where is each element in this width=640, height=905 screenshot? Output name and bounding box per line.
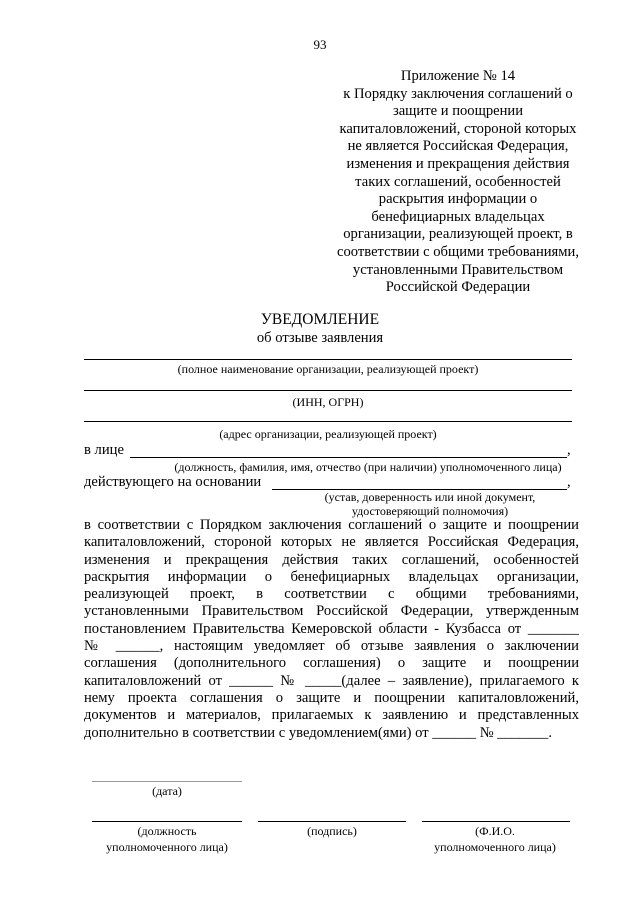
body-line: раскрытия информации о бенефициарных владельцах организации, xyxy=(84,568,579,585)
body-line: изменения и прекращения действия таких соглашений, особенностей xyxy=(84,551,579,568)
body-line: капиталовложений, стороной которых не является Российская Федерация, xyxy=(84,534,579,551)
appendix-line: не является Российская Федерация, xyxy=(347,138,569,155)
body-line: № ______, настоящим уведомляет об отзыве заявления о заключении xyxy=(84,638,579,655)
represented-by-label: в лице xyxy=(84,442,124,458)
appendix-line: раскрытия информации о xyxy=(378,191,538,208)
acting-basis-comma: , xyxy=(567,474,571,490)
document-subtitle: об отзыве заявления xyxy=(256,330,384,346)
document-title: УВЕДОМЛЕНИЕ xyxy=(260,311,380,328)
represented-by-comma: , xyxy=(567,442,571,458)
body-line: реализующей проект, в соответствии с общими требованиями, xyxy=(84,586,579,603)
page-number: 93 xyxy=(313,37,327,52)
signature-caption: (подпись) xyxy=(307,824,357,838)
address-line[interactable] xyxy=(84,421,572,422)
position-caption-2: уполномоченного лица) xyxy=(106,840,228,854)
full-name-caption-2: уполномоченного лица) xyxy=(434,840,556,854)
appendix-line: капиталовложений, стороной которых xyxy=(339,120,577,137)
appendix-line: к Порядку заключения соглашений о xyxy=(343,85,573,102)
position-line[interactable] xyxy=(92,821,242,822)
full-name-line[interactable] xyxy=(422,821,570,822)
appendix-header xyxy=(318,68,598,297)
address-caption: (адрес организации, реализующей проект) xyxy=(219,427,437,441)
organization-name-line[interactable] xyxy=(84,359,572,360)
appendix-line: бенефициарных владельцах xyxy=(371,208,545,225)
date-caption: (дата) xyxy=(152,784,182,798)
appendix-line: изменения и прекращения действия xyxy=(346,155,570,172)
appendix-line: таких соглашений, особенностей xyxy=(355,173,561,190)
acting-basis-label: действующего на основании xyxy=(84,474,262,490)
body-line: документов и материалов, прилагаемых к заявлению и представленных xyxy=(84,707,579,724)
body-line: дополнительно в соответствии с уведомлением(ями) от ______ № _______. xyxy=(84,724,553,741)
appendix-line: Приложение № 14 xyxy=(400,68,516,84)
appendix-line: установленными Правительством xyxy=(352,261,564,278)
inn-ogrn-caption: (ИНН, ОГРН) xyxy=(292,395,364,409)
signature-line[interactable] xyxy=(258,821,406,822)
body-line: капиталовложений от ______ № _____(далее – заявление), прилагаемого к xyxy=(84,672,579,689)
date-line[interactable] xyxy=(92,781,242,782)
appendix-line: защите и поощрении xyxy=(392,103,524,120)
full-name-caption-1: (Ф.И.О. xyxy=(475,824,515,838)
represented-by-line[interactable] xyxy=(130,457,567,458)
position-caption-1: (должность xyxy=(137,824,197,838)
appendix-line: соответствии с общими требованиями, xyxy=(337,243,579,260)
body-line: постановлением Правительства Кемеровской области - Кузбасса от _______ xyxy=(84,620,579,637)
body-line: в соответствии с Порядком заключения соглашений о защите и поощрении xyxy=(84,517,579,533)
appendix-line: Российской Федерации xyxy=(385,279,531,296)
represented-by-caption: (должность, фамилия, имя, отчество (при наличии) уполномоченного лица) xyxy=(174,460,562,474)
acting-basis-caption-1: (устав, доверенность или иной документ, xyxy=(324,490,536,504)
inn-ogrn-line[interactable] xyxy=(84,390,572,391)
body-line: установленными Правительством Российской Федерации, утвержденным xyxy=(84,603,579,620)
acting-basis-caption-2: удостоверяющий полномочия) xyxy=(351,504,509,518)
body-line: соглашения (дополнительного соглашения) о защите и поощрении xyxy=(84,655,579,672)
body-line: нему проекта соглашения о защите и поощрении капиталовложений, xyxy=(84,689,579,706)
notice-body xyxy=(84,517,579,742)
organization-name-caption: (полное наименование организации, реализующей проект) xyxy=(177,362,479,376)
appendix-line: организации, реализующей проект, в xyxy=(343,226,573,243)
